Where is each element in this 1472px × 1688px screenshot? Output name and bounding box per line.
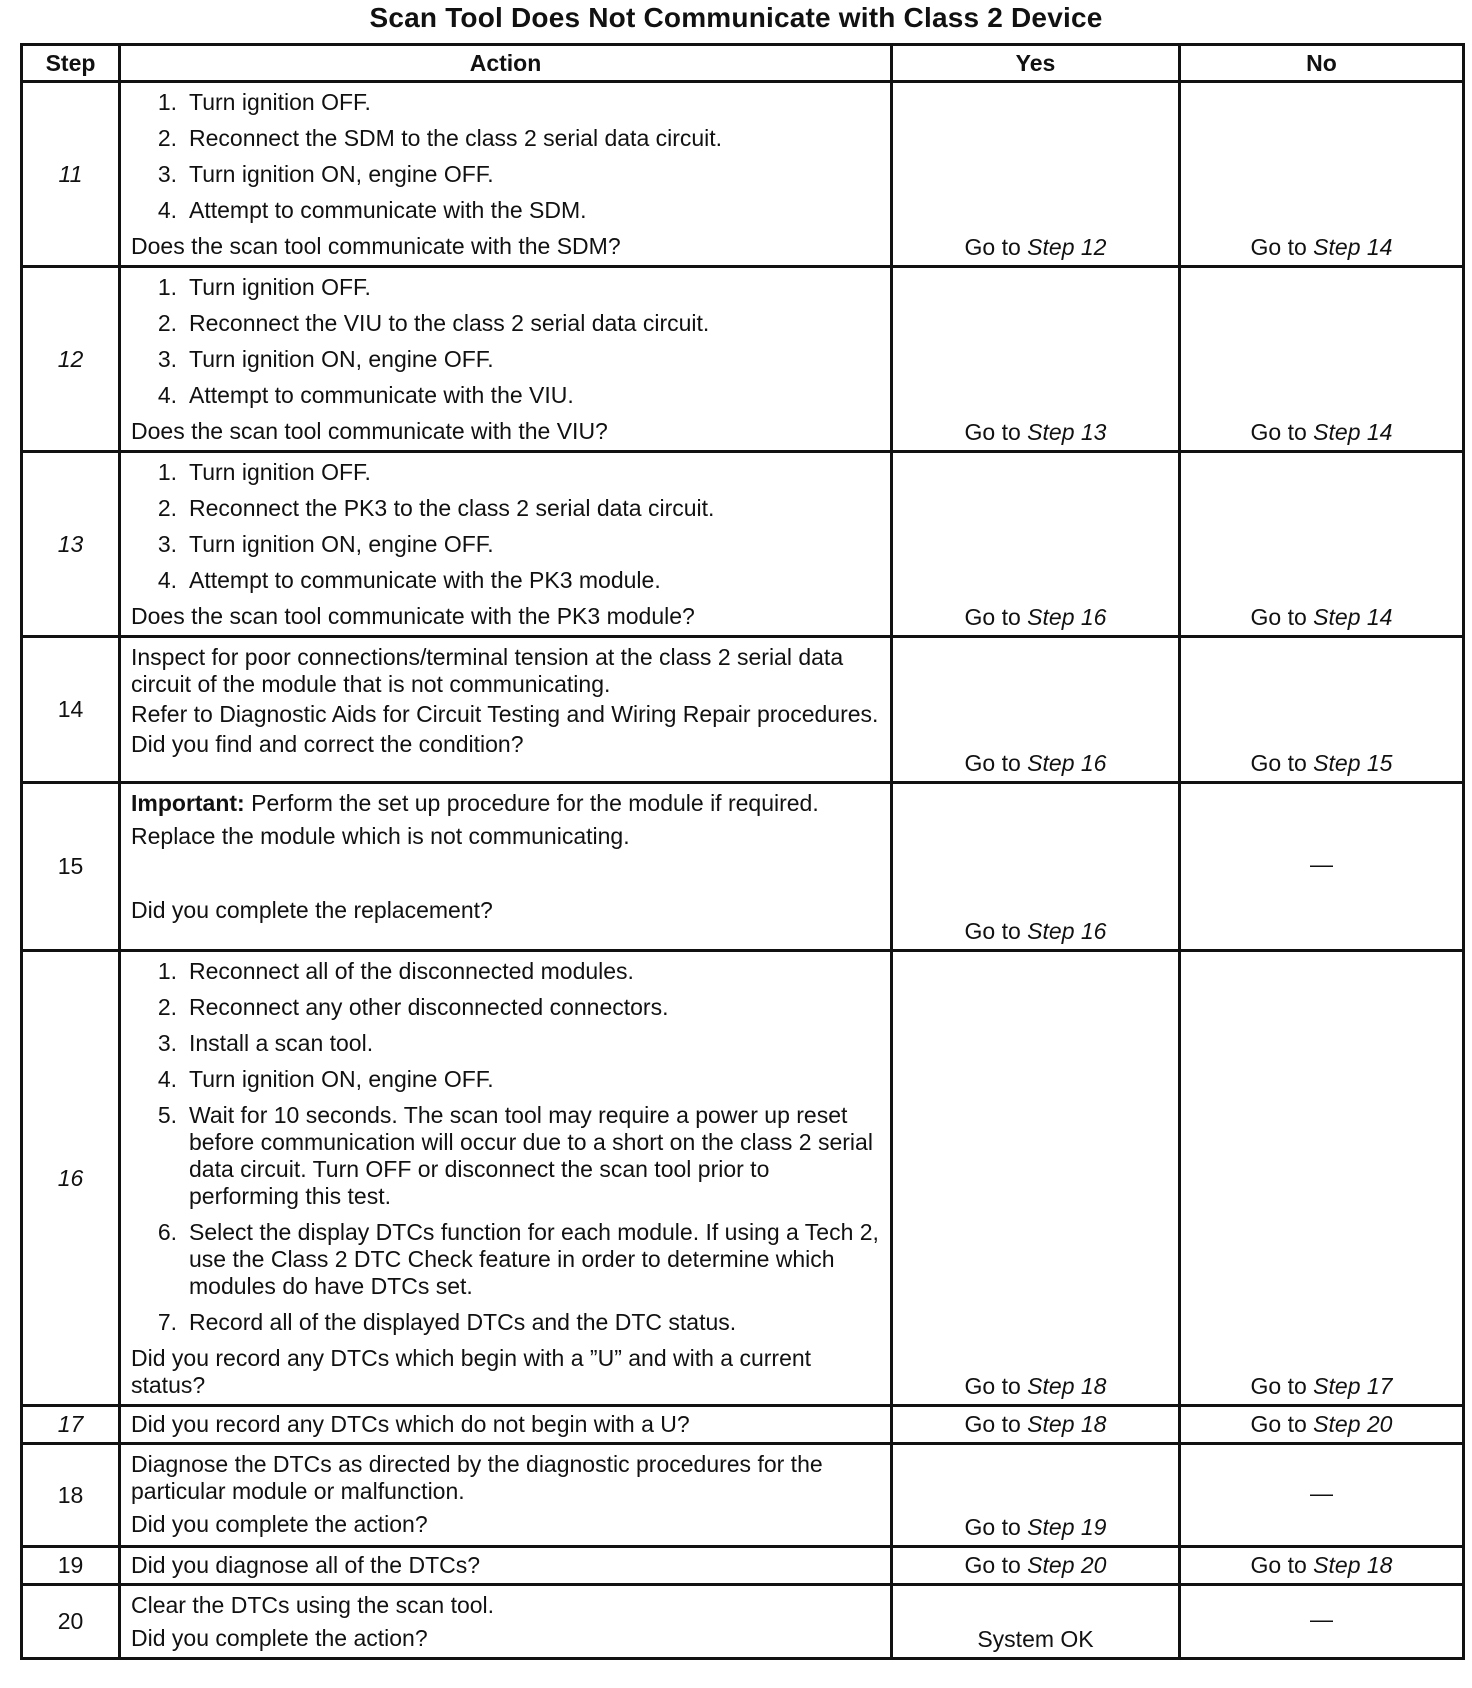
table-row-step-14 (22, 637, 1464, 783)
no-step-link: Step 14 (1313, 604, 1393, 630)
step-number: 11 (22, 82, 120, 267)
yes-cell: Go to Step 19 (892, 1444, 1180, 1547)
yes-step-link: Step 20 (1027, 1552, 1107, 1578)
step-number: 15 (22, 783, 120, 951)
list-item: 1. Reconnect all of the disconnected modules. (157, 958, 634, 984)
no-cell: — (1180, 1585, 1464, 1659)
question: Did you find and correct the condition? (131, 731, 524, 757)
page-title: Scan Tool Does Not Communicate with Class 2 Device (369, 2, 1103, 33)
yes-cell: Go to Step 12 (892, 82, 1180, 267)
no-step-link: Step 15 (1313, 750, 1393, 776)
yes-cell: Go to Step 16 (892, 637, 1180, 783)
list-item: 3. Turn ignition ON, engine OFF. (157, 346, 494, 372)
question: Does the scan tool communicate with the PK3 module? (131, 603, 695, 629)
action-cell (120, 1547, 892, 1585)
yes-cell: Go to Step 16 (892, 452, 1180, 637)
list-item: 5. Wait for 10 seconds. The scan tool may require a power up reset before communication will occur due to a short on the class 2 serial data circuit. Turn OFF or disconnect the scan tool prior to performing this test. (157, 1102, 873, 1209)
no-step-link: Step 20 (1313, 1411, 1393, 1437)
yes-cell: System OK (892, 1585, 1180, 1659)
header-no: No (1180, 45, 1464, 82)
list-item: 4. Turn ignition ON, engine OFF. (157, 1066, 494, 1092)
list-item: 4. Attempt to communicate with the VIU. (157, 382, 574, 408)
instruction-text: Diagnose the DTCs as directed by the diagnostic procedures for the particular module or malfunction. (131, 1451, 823, 1504)
question: Did you complete the action? (131, 1511, 428, 1537)
action-cell (120, 783, 892, 951)
yes-step-link: Step 12 (1027, 234, 1107, 260)
no-cell: Go to Step 14 (1180, 452, 1464, 637)
list-item: 2. Reconnect the SDM to the class 2 serial data circuit. (157, 125, 723, 151)
yes-cell: Go to Step 13 (892, 267, 1180, 452)
table-row-step-18 (22, 1444, 1464, 1547)
action-cell (120, 452, 892, 637)
yes-step-link: Step 18 (1027, 1411, 1107, 1437)
question: Does the scan tool communicate with the SDM? (131, 233, 621, 259)
instruction-text: Replace the module which is not communicating. (131, 823, 630, 849)
action-list (131, 274, 882, 409)
table-row-step-13 (22, 452, 1464, 637)
question: Did you diagnose all of the DTCs? (131, 1552, 481, 1578)
no-step-link: Step 14 (1313, 234, 1393, 260)
instruction-text: Inspect for poor connections/terminal tension at the class 2 serial data circuit of the module that is not communicating. (131, 644, 844, 697)
table-row-step-16 (22, 951, 1464, 1406)
yes-cell: Go to Step 18 (892, 951, 1180, 1406)
question: Did you record any DTCs which do not begin with a U? (131, 1411, 690, 1437)
step-number: 19 (22, 1547, 120, 1585)
list-item: 1. Turn ignition OFF. (157, 459, 371, 485)
question: Did you complete the action? (131, 1625, 428, 1651)
header-step: Step (22, 45, 120, 82)
table-row-step-15 (22, 783, 1464, 951)
step-number: 20 (22, 1585, 120, 1659)
yes-step-link: Step 13 (1027, 419, 1107, 445)
yes-cell: Go to Step 20 (892, 1547, 1180, 1585)
no-cell: Go to Step 20 (1180, 1406, 1464, 1444)
table-row-step-12 (22, 267, 1464, 452)
no-cell: — (1180, 783, 1464, 951)
table-row-step-19 (22, 1547, 1464, 1585)
no-cell: Go to Step 14 (1180, 267, 1464, 452)
list-item: 1. Turn ignition OFF. (157, 89, 371, 115)
list-item: 3. Install a scan tool. (157, 1030, 374, 1056)
action-list (131, 89, 882, 224)
yes-step-link: Step 16 (1027, 604, 1107, 630)
important-note: Important: Perform the set up procedure for the module if required. (131, 790, 819, 816)
step-number: 12 (22, 267, 120, 452)
yes-step-link: Step 19 (1027, 1514, 1107, 1540)
list-item: 3. Turn ignition ON, engine OFF. (157, 531, 494, 557)
header-row (22, 45, 1464, 82)
list-item: 2. Reconnect the VIU to the class 2 serial data circuit. (157, 310, 710, 336)
action-list (131, 958, 882, 1336)
action-cell (120, 82, 892, 267)
step-number: 16 (22, 951, 120, 1406)
no-cell: Go to Step 15 (1180, 637, 1464, 783)
question: Did you record any DTCs which begin with a ”U” and with a current status? (131, 1345, 812, 1398)
question: Does the scan tool communicate with the VIU? (131, 418, 608, 444)
action-list (131, 459, 882, 594)
list-item: 2. Reconnect the PK3 to the class 2 serial data circuit. (157, 495, 715, 521)
yes-cell: Go to Step 18 (892, 1406, 1180, 1444)
list-item: 2. Reconnect any other disconnected connectors. (157, 994, 669, 1020)
yes-step-link: Step 16 (1027, 750, 1107, 776)
table-row-step-11 (22, 82, 1464, 267)
question: Did you complete the replacement? (131, 897, 493, 923)
action-cell (120, 267, 892, 452)
list-item: 1. Turn ignition OFF. (157, 274, 371, 300)
yes-cell: Go to Step 16 (892, 783, 1180, 951)
no-cell: Go to Step 14 (1180, 82, 1464, 267)
list-item: 6. Select the display DTCs function for each module. If using a Tech 2, use the Class 2 DTC Check feature in order to determine which modules do have DTCs set. (157, 1219, 879, 1299)
step-number: 13 (22, 452, 120, 637)
step-number: 17 (22, 1406, 120, 1444)
action-cell (120, 1585, 892, 1659)
action-cell (120, 1406, 892, 1444)
no-step-link: Step 17 (1313, 1373, 1393, 1399)
no-cell: Go to Step 18 (1180, 1547, 1464, 1585)
no-cell: — (1180, 1444, 1464, 1547)
list-item: 4. Attempt to communicate with the PK3 module. (157, 567, 661, 593)
action-cell (120, 1444, 892, 1547)
step-number: 14 (22, 637, 120, 783)
header-yes: Yes (892, 45, 1180, 82)
table-row-step-20 (22, 1585, 1464, 1659)
list-item: 4. Attempt to communicate with the SDM. (157, 197, 587, 223)
important-label: Important: (131, 790, 245, 816)
table-row-step-17 (22, 1406, 1464, 1444)
header-action: Action (120, 45, 892, 82)
no-step-link: Step 14 (1313, 419, 1393, 445)
instruction-text: Clear the DTCs using the scan tool. (131, 1592, 495, 1618)
list-item: 3. Turn ignition ON, engine OFF. (157, 161, 494, 187)
instruction-text: Refer to Diagnostic Aids for Circuit Testing and Wiring Repair procedures. (131, 701, 879, 727)
step-number: 18 (22, 1444, 120, 1547)
action-cell (120, 951, 892, 1406)
yes-step-link: Step 16 (1027, 918, 1107, 944)
diagnostic-table (20, 43, 1465, 1660)
list-item: 7. Record all of the displayed DTCs and the DTC status. (157, 1309, 737, 1335)
no-cell: Go to Step 17 (1180, 951, 1464, 1406)
no-step-link: Step 18 (1313, 1552, 1393, 1578)
action-cell (120, 637, 892, 783)
yes-step-link: Step 18 (1027, 1373, 1107, 1399)
